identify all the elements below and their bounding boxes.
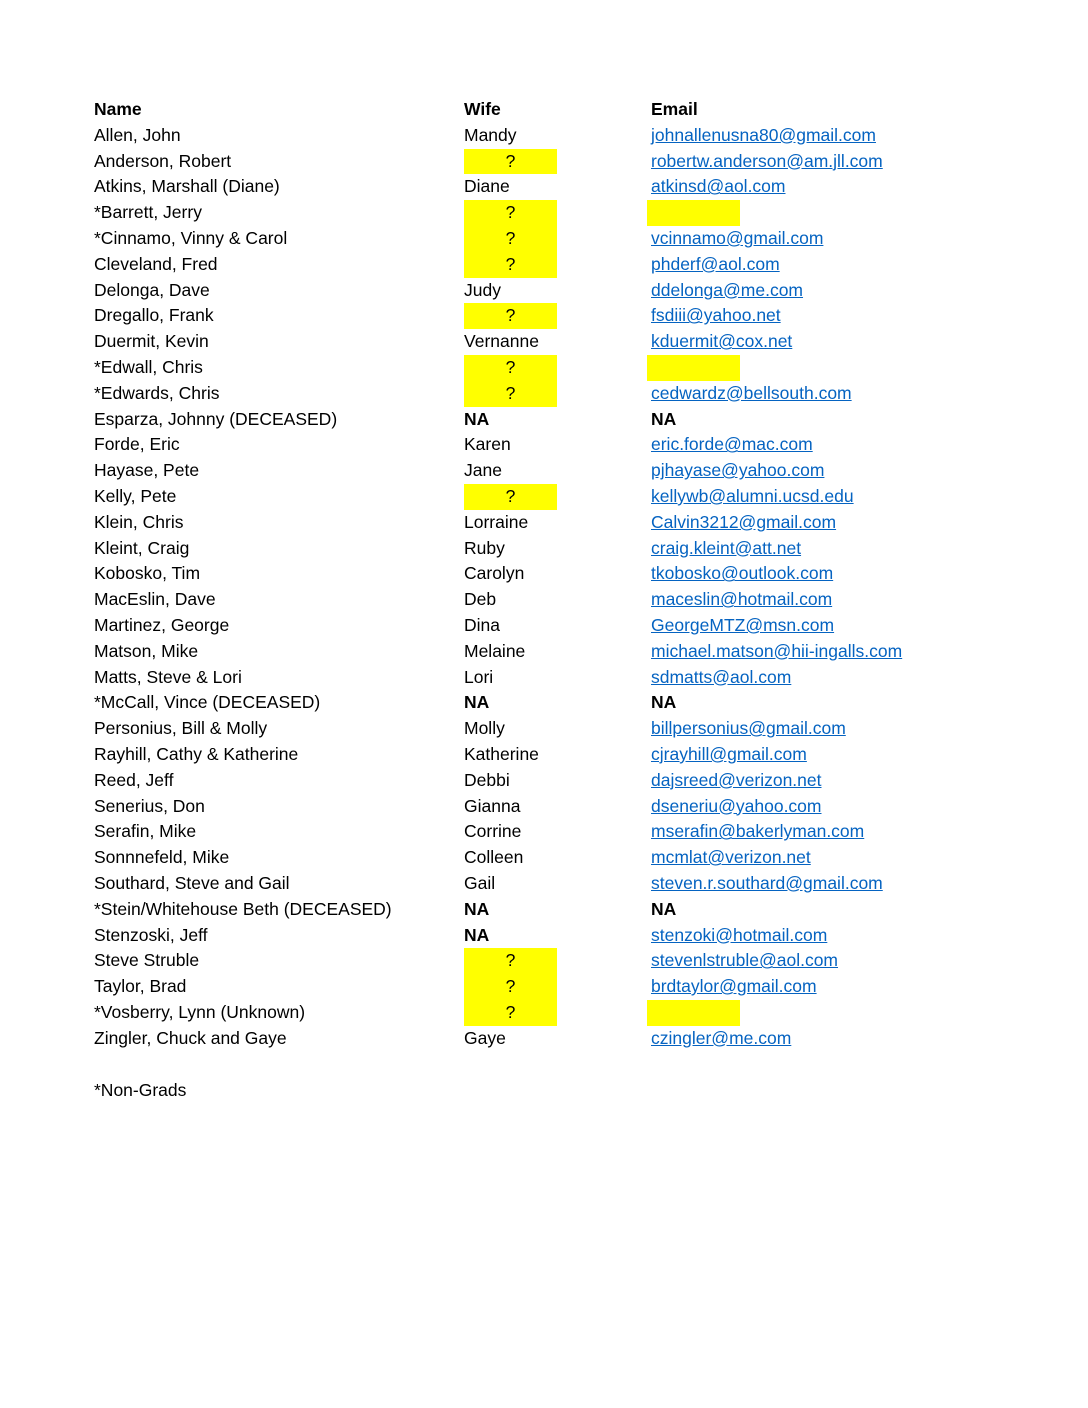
row-name: Sonnnefeld, Mike bbox=[94, 847, 230, 868]
row-wife: Diane bbox=[464, 176, 510, 197]
row-wife: ? bbox=[464, 948, 557, 974]
row-name: Forde, Eric bbox=[94, 434, 180, 455]
row-name: Kleint, Craig bbox=[94, 537, 190, 558]
row-name: Taylor, Brad bbox=[94, 976, 187, 997]
table-row bbox=[94, 355, 994, 381]
table-row bbox=[94, 742, 994, 768]
table-row bbox=[94, 510, 994, 536]
table-row bbox=[94, 149, 994, 175]
row-name: Hayase, Pete bbox=[94, 460, 200, 481]
row-wife: ? bbox=[464, 226, 557, 252]
row-wife: Debbi bbox=[464, 769, 510, 790]
table-row bbox=[94, 587, 994, 613]
table-row bbox=[94, 974, 994, 1000]
row-email-link[interactable]: kellywb@alumni.ucsd.edu bbox=[651, 485, 854, 506]
row-name: Reed, Jeff bbox=[94, 769, 174, 790]
row-wife: ? bbox=[464, 303, 557, 329]
row-wife: Lori bbox=[464, 666, 494, 687]
table-row bbox=[94, 1026, 994, 1052]
row-wife: Molly bbox=[464, 718, 505, 739]
row-email-link[interactable]: robertw.anderson@am.jll.com bbox=[651, 150, 883, 171]
table-row bbox=[94, 536, 994, 562]
row-name: Cleveland, Fred bbox=[94, 253, 218, 274]
row-wife: Vernanne bbox=[464, 331, 539, 352]
table-row bbox=[94, 484, 994, 510]
row-wife: ? bbox=[464, 974, 557, 1000]
row-email-link[interactable]: dajsreed@verizon.net bbox=[651, 769, 822, 790]
table-row bbox=[94, 200, 994, 226]
row-wife: Colleen bbox=[464, 847, 524, 868]
row-name: Matson, Mike bbox=[94, 640, 199, 661]
row-wife: Jane bbox=[464, 460, 502, 481]
row-email-link[interactable]: kduermit@cox.net bbox=[651, 331, 793, 352]
row-name: *Cinnamo, Vinny & Carol bbox=[94, 227, 288, 248]
row-email-link[interactable]: ddelonga@me.com bbox=[651, 279, 804, 300]
row-name: Anderson, Robert bbox=[94, 150, 232, 171]
row-name: Senerius, Don bbox=[94, 795, 205, 816]
row-email-link[interactable]: dseneriu@yahoo.com bbox=[651, 795, 822, 816]
contact-sheet bbox=[94, 97, 994, 1051]
row-name: *Barrett, Jerry bbox=[94, 202, 202, 223]
row-email-link[interactable]: maceslin@hotmail.com bbox=[651, 589, 833, 610]
table-row bbox=[94, 613, 994, 639]
row-name: Esparza, Johnny (DECEASED) bbox=[94, 408, 338, 429]
row-email: NA bbox=[651, 692, 677, 713]
table-row bbox=[94, 561, 994, 587]
row-name: Delonga, Dave bbox=[94, 279, 210, 300]
row-wife: Karen bbox=[464, 434, 511, 455]
row-email-link[interactable]: mcmlat@verizon.net bbox=[651, 847, 811, 868]
header-row bbox=[94, 97, 994, 123]
row-name: Klein, Chris bbox=[94, 511, 184, 532]
row-email-link[interactable]: stevenlstruble@aol.com bbox=[651, 950, 839, 971]
row-name: Matts, Steve & Lori bbox=[94, 666, 242, 687]
row-email bbox=[651, 355, 971, 381]
table-body bbox=[94, 123, 994, 1052]
row-name: Zingler, Chuck and Gaye bbox=[94, 1027, 287, 1048]
table-row bbox=[94, 871, 994, 897]
row-name: *Stein/Whitehouse Beth (DECEASED) bbox=[94, 898, 392, 919]
row-wife: ? bbox=[464, 484, 557, 510]
table-row bbox=[94, 1000, 994, 1026]
row-name: Personius, Bill & Molly bbox=[94, 718, 268, 739]
table-row bbox=[94, 948, 994, 974]
table-row bbox=[94, 794, 994, 820]
row-email bbox=[651, 1000, 971, 1026]
row-email-link[interactable]: atkinsd@aol.com bbox=[651, 176, 786, 197]
table-row bbox=[94, 407, 994, 433]
table-row bbox=[94, 303, 994, 329]
row-wife: ? bbox=[464, 149, 557, 175]
row-name: *Vosberry, Lynn (Unknown) bbox=[94, 1001, 306, 1022]
row-wife: ? bbox=[464, 1000, 557, 1026]
row-name: Rayhill, Cathy & Katherine bbox=[94, 743, 299, 764]
row-wife: ? bbox=[464, 355, 557, 381]
row-email-link[interactable]: steven.r.southard@gmail.com bbox=[651, 872, 883, 893]
row-email-link[interactable]: billpersonius@gmail.com bbox=[651, 718, 846, 739]
row-email-link[interactable]: johnallenusna80@gmail.com bbox=[651, 124, 876, 145]
header-email: Email bbox=[651, 99, 698, 119]
header-wife: Wife bbox=[464, 99, 501, 119]
row-email-link[interactable]: stenzoki@hotmail.com bbox=[651, 924, 828, 945]
table-row bbox=[94, 458, 994, 484]
row-email: NA bbox=[651, 898, 677, 919]
row-email bbox=[651, 200, 971, 226]
row-wife: Katherine bbox=[464, 743, 539, 764]
row-email-link[interactable]: tkobosko@outlook.com bbox=[651, 563, 834, 584]
row-wife: Lorraine bbox=[464, 511, 529, 532]
row-name: Southard, Steve and Gail bbox=[94, 872, 290, 893]
row-name: Steve Struble bbox=[94, 950, 200, 971]
table-row bbox=[94, 819, 994, 845]
row-email-link[interactable]: fsdiii@yahoo.net bbox=[651, 305, 781, 326]
table-row bbox=[94, 252, 994, 278]
row-wife: ? bbox=[464, 252, 557, 278]
row-email-link[interactable]: michael.matson@hii-ingalls.com bbox=[651, 640, 903, 661]
row-wife: Dina bbox=[464, 614, 500, 635]
row-name: *Edwards, Chris bbox=[94, 382, 220, 403]
row-email-link[interactable]: brdtaylor@gmail.com bbox=[651, 976, 817, 997]
footnote: *Non-Grads bbox=[94, 1080, 187, 1100]
row-email-link[interactable]: phderf@aol.com bbox=[651, 253, 780, 274]
table-row bbox=[94, 639, 994, 665]
row-wife: Gaye bbox=[464, 1027, 506, 1048]
row-wife: Mandy bbox=[464, 124, 517, 145]
row-name: Martinez, George bbox=[94, 614, 230, 635]
table-row bbox=[94, 123, 994, 149]
row-email-link[interactable]: GeorgeMTZ@msn.com bbox=[651, 614, 835, 635]
row-email-link[interactable]: craig.kleint@att.net bbox=[651, 537, 802, 558]
row-wife: Melaine bbox=[464, 640, 526, 661]
row-name: Kobosko, Tim bbox=[94, 563, 201, 584]
table-row bbox=[94, 897, 994, 923]
row-name: Stenzoski, Jeff bbox=[94, 924, 208, 945]
row-email-link[interactable]: vcinnamo@gmail.com bbox=[651, 227, 824, 248]
row-wife: Corrine bbox=[464, 821, 522, 842]
table-row bbox=[94, 845, 994, 871]
row-name: Atkins, Marshall (Diane) bbox=[94, 176, 280, 197]
row-wife: NA bbox=[464, 408, 490, 429]
row-name: *McCall, Vince (DECEASED) bbox=[94, 692, 321, 713]
row-wife: Judy bbox=[464, 279, 501, 300]
row-email-link[interactable]: cjrayhill@gmail.com bbox=[651, 743, 807, 764]
row-wife: ? bbox=[464, 381, 557, 407]
row-name: Serafin, Mike bbox=[94, 821, 197, 842]
row-email-link[interactable]: sdmatts@aol.com bbox=[651, 666, 792, 687]
row-wife: Gianna bbox=[464, 795, 521, 816]
row-wife: Deb bbox=[464, 589, 497, 610]
row-wife: NA bbox=[464, 924, 490, 945]
row-email-link[interactable]: czingler@me.com bbox=[651, 1027, 792, 1048]
row-wife: ? bbox=[464, 200, 557, 226]
row-email-link[interactable]: eric.forde@mac.com bbox=[651, 434, 813, 455]
table-row bbox=[94, 278, 994, 304]
row-wife: NA bbox=[464, 898, 490, 919]
table-row bbox=[94, 174, 994, 200]
row-name: Allen, John bbox=[94, 124, 181, 145]
header-name: Name bbox=[94, 99, 142, 119]
row-name: MacEslin, Dave bbox=[94, 589, 216, 610]
row-email: NA bbox=[651, 408, 677, 429]
table-row bbox=[94, 665, 994, 691]
row-email-link[interactable]: pjhayase@yahoo.com bbox=[651, 460, 825, 481]
table-row bbox=[94, 690, 994, 716]
row-wife: Carolyn bbox=[464, 563, 525, 584]
row-wife: Ruby bbox=[464, 537, 505, 558]
row-wife: NA bbox=[464, 692, 490, 713]
table-row bbox=[94, 923, 994, 949]
table-row bbox=[94, 329, 994, 355]
row-name: Kelly, Pete bbox=[94, 485, 177, 506]
table-row bbox=[94, 716, 994, 742]
row-name: Dregallo, Frank bbox=[94, 305, 214, 326]
table-row bbox=[94, 226, 994, 252]
table-row bbox=[94, 432, 994, 458]
row-email-link[interactable]: mserafin@bakerlyman.com bbox=[651, 821, 865, 842]
row-wife: Gail bbox=[464, 872, 496, 893]
row-email-link[interactable]: cedwardz@bellsouth.com bbox=[651, 382, 852, 403]
row-name: Duermit, Kevin bbox=[94, 331, 209, 352]
table-row bbox=[94, 768, 994, 794]
row-email-link[interactable]: Calvin3212@gmail.com bbox=[651, 511, 837, 532]
row-name: *Edwall, Chris bbox=[94, 356, 203, 377]
table-row bbox=[94, 381, 994, 407]
